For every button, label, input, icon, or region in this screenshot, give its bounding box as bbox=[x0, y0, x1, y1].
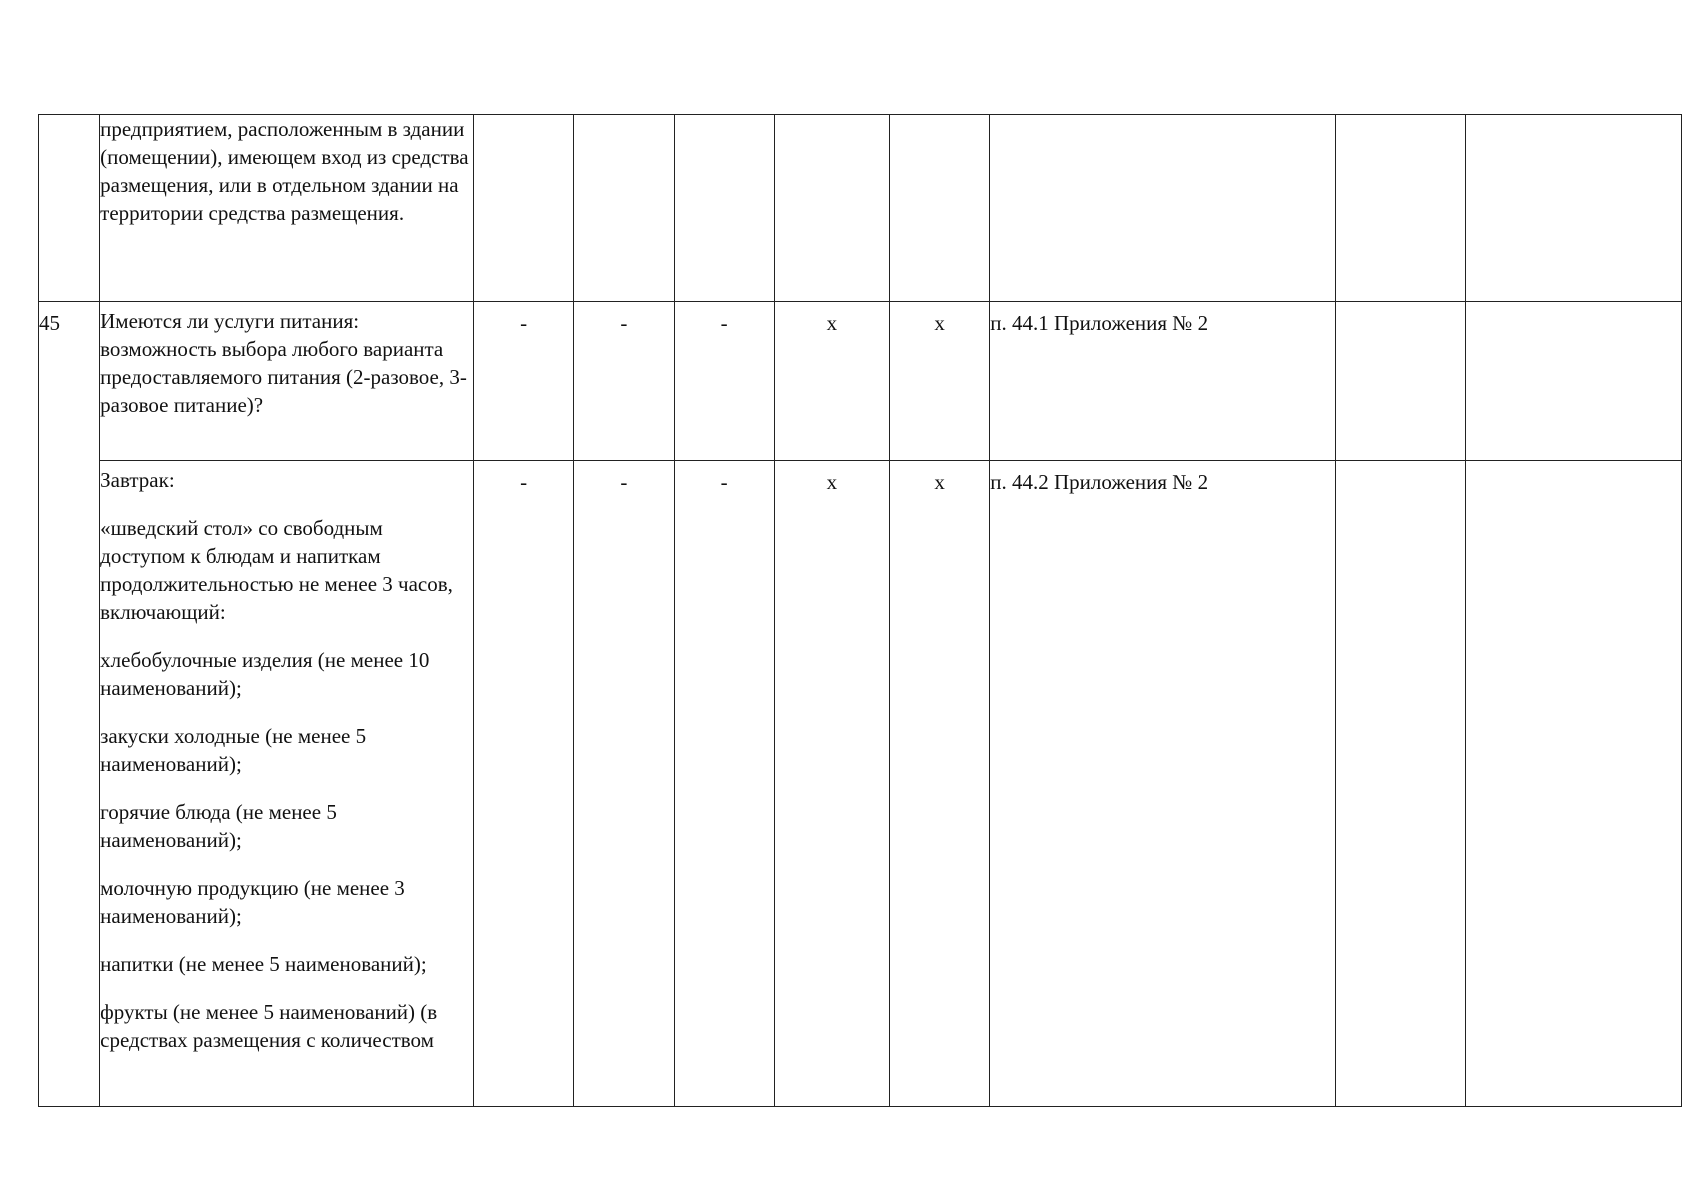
mark-value: x bbox=[826, 470, 838, 494]
breakfast-paragraph: напитки (не менее 5 наименований); bbox=[100, 952, 427, 976]
empty-cell bbox=[1336, 461, 1466, 1107]
mark-value: - bbox=[520, 311, 528, 335]
mark-value: - bbox=[720, 470, 728, 494]
criterion-text-cell bbox=[100, 115, 474, 302]
empty-cell bbox=[1466, 461, 1682, 1107]
reference-text: п. 44.1 Приложения № 2 bbox=[990, 311, 1209, 335]
empty-cell bbox=[1336, 302, 1466, 461]
mark-cell bbox=[890, 461, 990, 1107]
breakfast-paragraph: хлебобулочные изделия (не менее 10 наименований); bbox=[100, 648, 430, 700]
row-number: 45 bbox=[39, 311, 60, 335]
breakfast-paragraph: фрукты (не менее 5 наименований) (в средствах размещения с количеством bbox=[100, 1000, 438, 1052]
mark-value: - bbox=[520, 470, 528, 494]
empty-cell bbox=[1466, 302, 1682, 461]
mark-cell bbox=[574, 302, 674, 461]
mark-cell bbox=[474, 302, 574, 461]
mark-value: - bbox=[720, 311, 728, 335]
mark-cell bbox=[674, 302, 774, 461]
criterion-text: Имеются ли услуги питания: возможность выбора любого варианта предоставляемого питания (2-разовое, 3-разовое питание)? bbox=[100, 309, 467, 417]
mark-value: x bbox=[934, 470, 945, 494]
table-row-45 bbox=[39, 302, 1682, 461]
empty-cell bbox=[574, 115, 674, 302]
row-number-cell bbox=[39, 115, 100, 302]
mark-cell bbox=[674, 461, 774, 1107]
mark-cell bbox=[774, 302, 889, 461]
mark-cell bbox=[574, 461, 674, 1107]
breakfast-paragraph: молочную продукцию (не менее 3 наименований); bbox=[100, 876, 405, 928]
criteria-table bbox=[38, 114, 1682, 1107]
criterion-text-cell bbox=[100, 302, 474, 461]
mark-value: x bbox=[934, 311, 945, 335]
breakfast-heading: Завтрак: bbox=[100, 468, 175, 492]
empty-cell bbox=[674, 115, 774, 302]
breakfast-paragraph: «шведский стол» со свободным доступом к блюдам и напиткам продолжительностью не менее 3 часов, включающий: bbox=[100, 516, 453, 624]
empty-cell bbox=[1466, 115, 1682, 302]
table-row-breakfast bbox=[39, 461, 1682, 1107]
reference-cell bbox=[990, 302, 1336, 461]
empty-cell bbox=[1336, 115, 1466, 302]
reference-text: п. 44.2 Приложения № 2 bbox=[990, 470, 1209, 494]
empty-cell bbox=[474, 115, 574, 302]
breakfast-paragraph: закуски холодные (не менее 5 наименований); bbox=[100, 724, 367, 776]
row-number-cell bbox=[39, 302, 100, 1107]
empty-cell bbox=[990, 115, 1336, 302]
breakfast-paragraph: горячие блюда (не менее 5 наименований); bbox=[100, 800, 337, 852]
mark-cell bbox=[474, 461, 574, 1107]
criterion-text: предприятием, расположенным в здании (помещении), имеющем вход из средства размещения, или в отдельном здании на территории средства размещения. bbox=[100, 117, 469, 225]
reference-cell bbox=[990, 461, 1336, 1107]
mark-value: - bbox=[620, 470, 628, 494]
mark-value: x bbox=[826, 311, 838, 335]
table-row-continued bbox=[39, 115, 1682, 302]
mark-value: - bbox=[620, 311, 628, 335]
criterion-text-cell bbox=[100, 461, 474, 1107]
empty-cell bbox=[890, 115, 990, 302]
empty-cell bbox=[774, 115, 889, 302]
mark-cell bbox=[890, 302, 990, 461]
mark-cell bbox=[774, 461, 889, 1107]
